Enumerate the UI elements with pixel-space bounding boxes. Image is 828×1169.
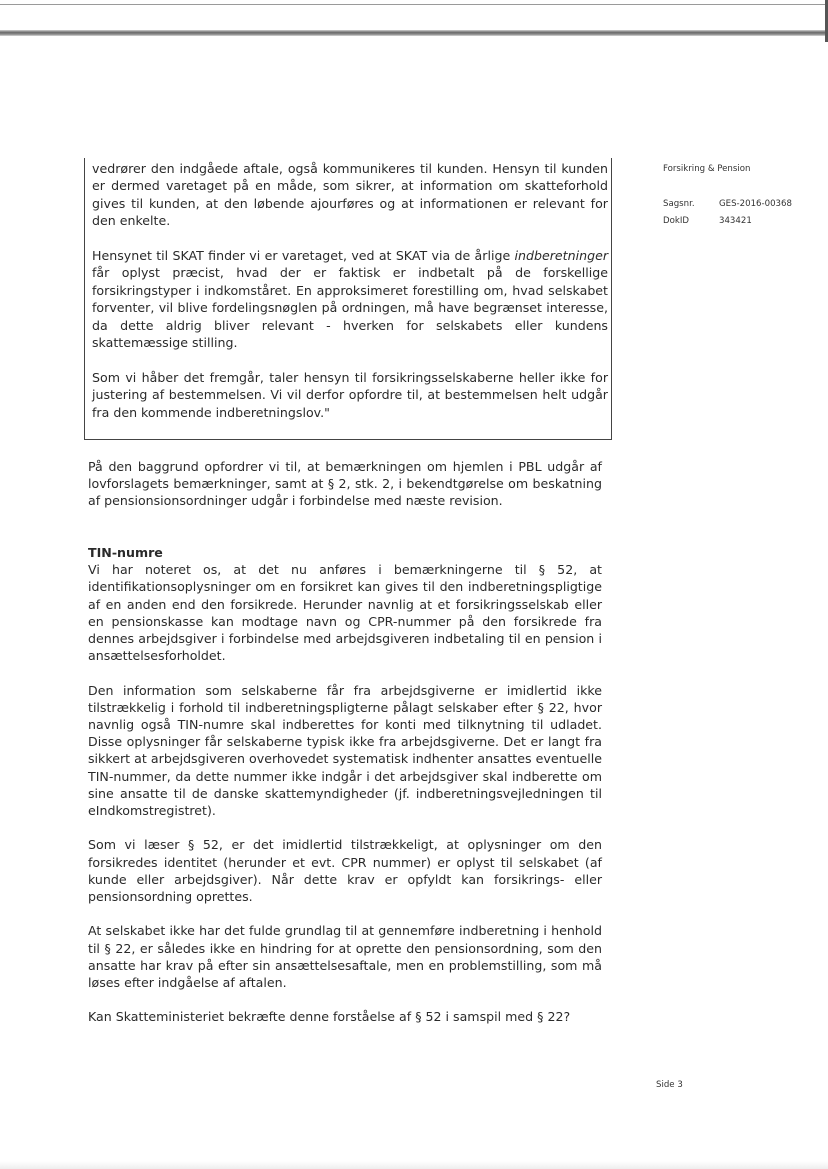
quote-paragraph-2 — [92, 247, 608, 351]
doc-id-label: DokID — [663, 215, 690, 226]
sender-company: Forsikring & Pension — [663, 164, 751, 174]
body-paragraph-4: Som vi læser § 52, er det imidlertid tilstrækkeligt, at oplysninger om den forsikredes identitet (herunder et evt. CPR nummer) er oplyst til selskabet (af kunde eller arbejdsgiver). Når dette krav er opfyldt kan forsikrings- eller pensionsordning oprettes. — [88, 837, 602, 905]
body-paragraph-5: At selskabet ikke har det fulde grundlag til at gennemføre indberetning i henhold til § 22, er således ikke en hindring for at oprette den pensionsordning, som den ansatte har krav på efter sin ansættelsesaftale, men en problemstilling, som må løses efter indgåelse af aftalen. — [88, 923, 602, 991]
quote-paragraph-2-end: får oplyst præcist, hvad der er faktisk er indbetalt på de forskellige forsikringstyper i indkomståret. En approksimeret forestilling om, hvad selskabet forventer, vil blive fordelingsnøglen på ordningen, må have begrænset interesse, da dette aldrig bliver relevant - hverken for selskabets eller kundens skattemæssige stilling. — [92, 265, 608, 351]
body-paragraph-2: Vi har noteret os, at det nu anføres i bemærkningerne til § 52, at identifikationsoplysninger om en forsikret kan gives til den indberetningspligtige af en anden end den forsikrede. Herunder navnlig at et forsikringsselskab eller en pensionskasse kan modtage navn og CPR-nummer på den forsikrede fra dennes arbejdsgiver i forbindelse med arbejdsgiveren indbetaling til en pension i ansættelsesforholdet. — [88, 562, 602, 664]
body-paragraph-3: Den information som selskaberne får fra arbejdsgiverne er imidlertid ikke tilstrækkelig i forhold til indberetningspligterne pålagt selskaber efter § 22, hvor navnlig også TIN-numre skal indberettes for konti med tilknytning til udladet. Disse oplysninger får selskaberne typisk ikke fra arbejdsgiverne. Det er langt fra sikkert at arbejdsgiveren overhovedet systematisk indhenter ansattes eventuelle TIN-nummer, da dette nummer ikke indgår i det arbejdsgiver skal indberette om sine ansatte til de danske skattemyndigheder (jf. indberetningsvejledningen til eIndkomstregistret). — [88, 682, 602, 819]
quoted-consultation-text — [92, 160, 608, 438]
scan-bottom-edge — [0, 1161, 828, 1169]
scan-header-edge — [0, 0, 828, 42]
quote-paragraph-3: Som vi håber det fremgår, taler hensyn til forsikringsselskaberne heller ikke for justering af bestemmelsen. Vi vil derfor opfordre til, at bestemmelsen helt udgår fra den kommende indberetningslov." — [92, 369, 608, 420]
body-paragraph-1: På den baggrund opfordrer vi til, at bemærkningen om hjemlen i PBL udgår af lovforslagets bemærkninger, samt at § 2, stk. 2, i bekendtgørelse om beskatning af pensionsionsordninger udgår i forbindelse med næste revision. — [88, 459, 602, 509]
reference-table — [663, 195, 792, 229]
doc-id-row — [663, 212, 792, 229]
page-number: Side 3 — [656, 1080, 683, 1090]
quote-paragraph-1: vedrører den indgåede aftale, også kommunikeres til kunden. Hensyn til kunden er dermed varetaget på en måde, som sikrer, at information om skatteforhold gives til kunden, at den løbende ajourføres og at informationen er relevant for den enkelte. — [92, 161, 608, 229]
spacer — [88, 527, 602, 544]
quote-paragraph-2-italic: indberetninger — [514, 248, 608, 264]
document-sidebar — [663, 164, 792, 229]
body-paragraph-6: Kan Skatteministeriet bekræfte denne forståelse af § 52 i samspil med § 22? — [88, 1009, 571, 1025]
main-body — [88, 458, 602, 1043]
case-number-value: GES-2016-00368 — [719, 198, 792, 209]
doc-id-value: 343421 — [719, 215, 752, 226]
case-number-row — [663, 195, 792, 212]
scan-top-band — [0, 30, 828, 36]
quote-paragraph-2-start: Hensynet til SKAT finder vi er varetaget, ved at SKAT via de årlige — [92, 248, 515, 264]
section-heading: TIN-numre — [88, 544, 163, 560]
scan-top-line — [0, 4, 828, 5]
case-number-label: Sagsnr. — [663, 198, 695, 209]
